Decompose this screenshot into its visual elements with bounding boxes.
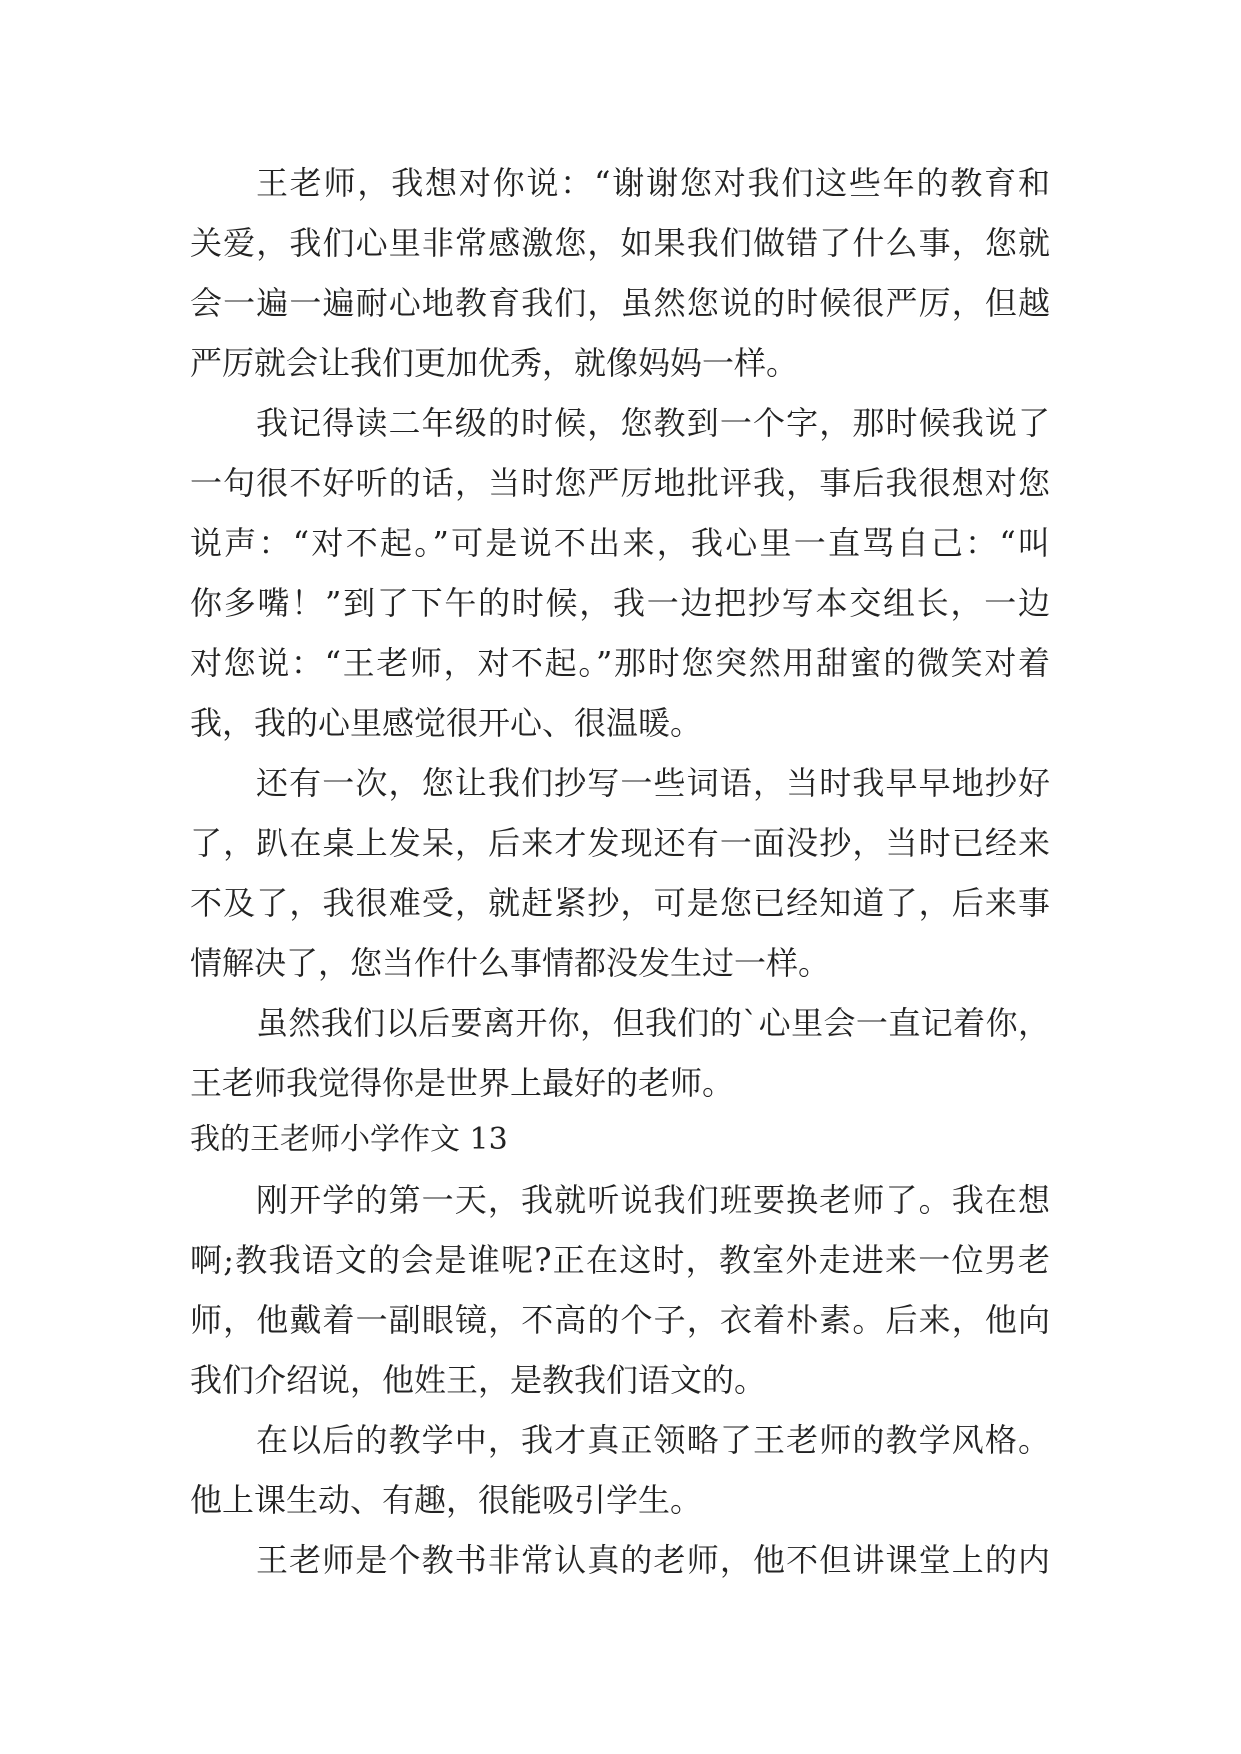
paragraph-line: 我们介绍说，他姓王，是教我们语文的。 [190,1361,767,1399]
paragraph-line: 我，我的心里感觉很开心、很温暖。 [190,704,703,742]
paragraph-line: 王老师我觉得你是世界上最好的老师。 [190,1064,735,1102]
paragraph-line: 你多嘴！”到了下午的时候，我一边把抄写本交组长，一边 [190,584,1050,622]
paragraph-line: 啊;教我语文的会是谁呢?正在这时，教室外走进来一位男老 [190,1241,1050,1279]
paragraph-line: 王老师是个教书非常认真的老师，他不但讲课堂上的内 [256,1541,1050,1579]
paragraph-line: 在以后的教学中，我才真正领略了王老师的教学风格。 [256,1421,1050,1459]
paragraph-line: 了，趴在桌上发呆，后来才发现还有一面没抄，当时已经来 [190,824,1050,862]
paragraph-line: 会一遍一遍耐心地教育我们，虽然您说的时候很严厉，但越 [190,284,1050,322]
paragraph-line: 他上课生动、有趣，很能吸引学生。 [190,1481,703,1519]
paragraph-line: 一句很不好听的话，当时您严厉地批评我，事后我很想对您 [190,464,1050,502]
paragraph-line: 严厉就会让我们更加优秀，就像妈妈一样。 [190,344,799,382]
paragraph-line: 说声：“对不起。”可是说不出来，我心里一直骂自己：“叫 [190,524,1050,562]
paragraph-line: 王老师，我想对你说：“谢谢您对我们这些年的教育和 [256,164,1050,202]
paragraph-line: 关爱，我们心里非常感激您，如果我们做错了什么事，您就 [190,224,1050,262]
paragraph-line: 不及了，我很难受，就赶紧抄，可是您已经知道了，后来事 [190,884,1050,922]
paragraph-line: 刚开学的第一天，我就听说我们班要换老师了。我在想 [256,1181,1050,1219]
paragraph-line: 我记得读二年级的时候，您教到一个字，那时候我说了 [256,404,1050,442]
paragraph-line: 师，他戴着一副眼镜，不高的个子，衣着朴素。后来，他向 [190,1301,1050,1339]
paragraph-line: 虽然我们以后要离开你，但我们的`心里会一直记着你， [256,1004,1050,1042]
paragraph-line: 对您说：“王老师，对不起。”那时您突然用甜蜜的微笑对着 [190,644,1050,682]
essay-title: 我的王老师小学作文 13 [190,1122,508,1157]
paragraph-line: 情解决了，您当作什么事情都没发生过一样。 [190,944,831,982]
paragraph-line: 还有一次，您让我们抄写一些词语，当时我早早地抄好 [256,764,1050,802]
